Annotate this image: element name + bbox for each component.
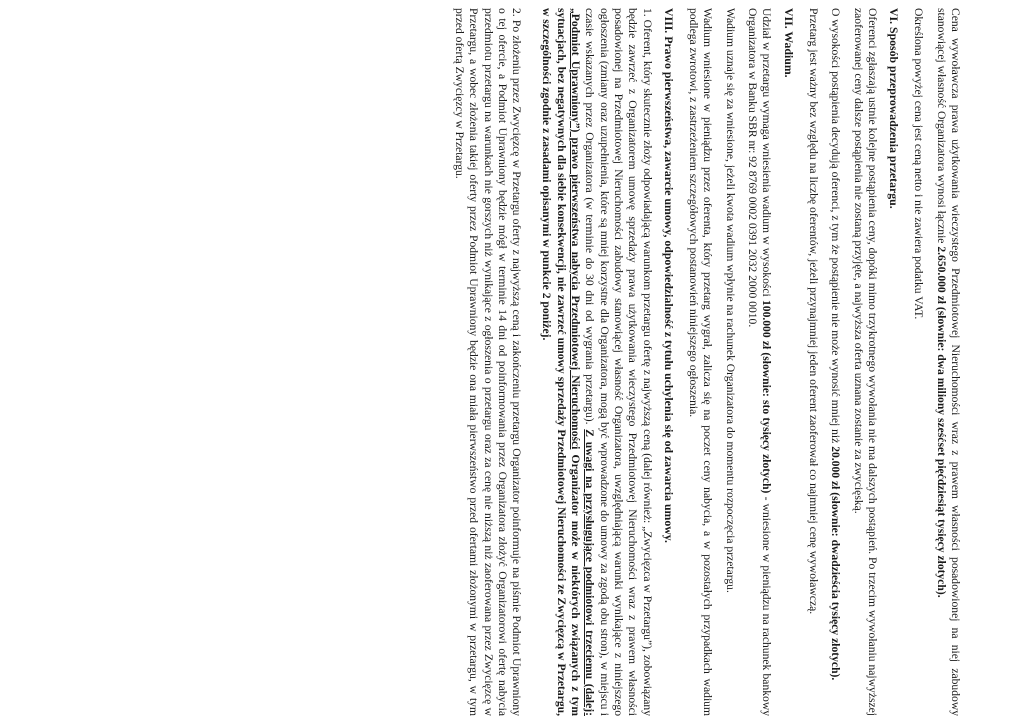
deposit-amount: 100.000 zł (słownie: sto tysięcy złotych): [760, 299, 774, 494]
viii-1-text: 1. Oferent, który skutecznie złoży odpowiadającą warunkom przetargu ofertę z najwyższą ceną (dalej również: „Zwycięzca w Przetargu”), zobowiązany będzie zawrzeć z Organizatorem umowę sprzedaży prawa użytkowania wieczystego Przedmiotowej Nieruchomości wraz z prawem własności posadowionej na Przedmiotowej Nieruchomości zabudowy stanowiącej własność Organizatora, uwzględniającą warunki wynikające z niniejszego ogłoszenia (zmiany oraz uzupełnienia, które są mniej korzystne dla Organizatora, mogą być wprowadzone do umowy za zgodą obu stron), w miejscu i czasie wskazanych przez Organizatora (w terminie do 30 dni od wygrania przetargu).: [583, 8, 654, 716]
viii-1-underlined-text: Z uwagi na przysługujące podmiotowi trzeciemu (dalej: „Podmiot Uprawniony”) prawo pierwszeństwa nabycia Przedmiotowej Nieruchomości: [569, 8, 597, 716]
paragraph-viii-1: [539, 8, 653, 716]
section-viii-heading: VIII. Prawo pierwszeństwa, zawarcie umowy, odpowiedzialność z tytułu uchylenia się od zawarcia umowy.: [661, 8, 676, 543]
paragraph-validity: Przetarg jest ważny bez względu na liczbę oferentów, jeżeli przynajmniej jeden oferent zaoferował co najmniej cenę wywoławczą.: [806, 8, 820, 615]
increment-amount: 20.000 zł (słownie: dwadzieścia tysięcy złotych).: [829, 446, 843, 681]
paragraph-increment: [828, 8, 842, 716]
section-vii-heading: VII. Wadium.: [781, 8, 796, 78]
starting-price-amount: 2.650.000 zł (słownie: dwa miliony sześćset pięćdziesiąt tysięcy złotych).: [934, 246, 948, 598]
section-vi-heading: VI. Sposób przeprowadzenia przetargu.: [887, 8, 902, 209]
increment-text: O wysokości postąpienia decydują oferenci, z tym że postąpienie nie może wynosić mniej niż: [829, 8, 843, 447]
deposit-text: Udział w przetargu wymaga wniesienia wadium w wysokości: [760, 8, 774, 300]
paragraph-starting-price: [933, 8, 962, 716]
paragraph-deposit-paid: Wadium uznaje się za wniesione, jeżeli kwota wadium wpłynie na rachunek Organizatora do momentu rozpoczęcia przetargu.: [723, 8, 737, 593]
viii-1-bold-text: Organizator może w niektórych związanych z tym sytuacjach, bez negatywnych dla siebie konsekwencji, nie zawrzeć umowy sprzedaży Przedmiotowej Nieruchomości ze Zwycięzcą w Przetargu, w szczególności zgodnie z zasadami opisanymi w punkcie 2 poniżej.: [540, 8, 583, 717]
paragraph-net-price: Określona powyżej cena jest ceną netto i nie zawiera podatku VAT.: [912, 8, 926, 320]
starting-price-text: Cena wywoławcza prawa użytkowania wieczystego Przedmiotowej Nieruchomości wraz z prawem własności posadowionej na niej zabudowy stanowiącej własność Organizatora wynosi łącznie: [934, 8, 962, 716]
paragraph-viii-2: 2. Po złożeniu przez Zwycięzcę w Przetargu oferty z najwyższą ceną i zakończeniu przetargu Organizator poinformuje na piśmie Podmiot Uprawniony o tej ofercie, a Podmiot Uprawniony będzie mógł w terminie 14 dni od poinformowania przez Organizatora złożyć Organizatorowi ofertę nabycia przedmiotu przetargu na warunkach nie gorszych niż wynikające z ogłoszenia o przetargu oraz za cenę nie niższą niż zaoferowana przez Zwycięzcę w Przetargu, a wobec złożenia takiej oferty przez Podmiot Uprawniony będzie ona miała pierwszeństwo przed ofertami złożonymi w przetargu, w tym przed ofertą Zwycięzcy w Przetargu.: [452, 8, 524, 716]
paragraph-deposit-return: Wadium wniesione w pieniądzu przez oferenta, który przetarg wygrał, zalicza się na poczet ceny nabycia, a w pozostałych przypadkach wadium podlega zwrotowi, z zastrzeżeniem szczegółowych postanowień niniejszego ogłoszenia.: [687, 8, 715, 716]
deposit-account-text: - wniesione w pieniądzu na rachunek bankowy Organizatora w Banku SBR nr: 92 8769 0002 0391 2032 2000 0010.: [746, 8, 774, 717]
paragraph-bidding: Oferenci zgłaszają ustnie kolejne postąpienia ceny, dopóki mimo trzykrotnego wywołania nie ma dalszych postąpień. Po trzecim wywołaniu najwyższej zaoferowanej ceny dalsze postąpienia nie zostaną przyjęte, a najwyższa oferta uznana zostanie za zwycięską.: [851, 8, 879, 716]
paragraph-deposit: [745, 8, 774, 716]
rotated-document-body: [62, 8, 962, 716]
